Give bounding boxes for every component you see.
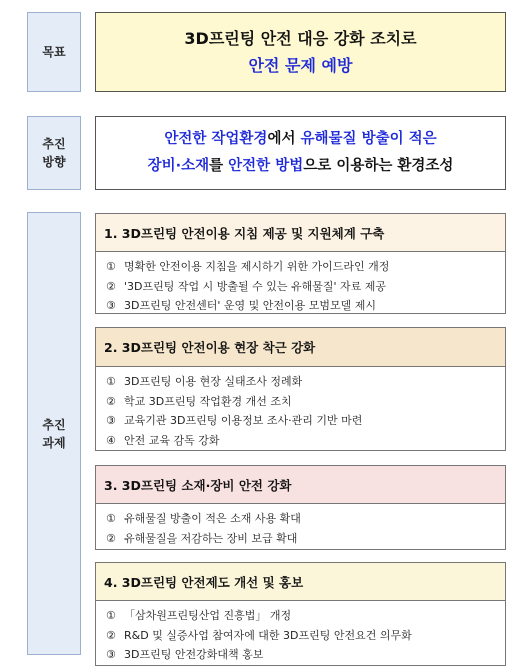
- task-item-text: 3D프린팅 안전강화대책 홍보: [124, 648, 264, 661]
- direction-label-wrap: [42, 135, 65, 171]
- direction-line2-segment: 장비·소재: [147, 158, 210, 174]
- task-item: [106, 372, 505, 392]
- task-item: [106, 529, 505, 549]
- task-item: [106, 509, 505, 529]
- direction-label: [27, 116, 81, 190]
- task-title: 4. 3D프린팅 안전제도 개선 및 홍보: [95, 562, 506, 601]
- goal-line2: 안전 문제 예방: [248, 56, 353, 75]
- task-item-number: ②: [106, 531, 116, 545]
- direction-line2: [148, 153, 454, 180]
- direction-label-line2: 방향: [42, 155, 66, 169]
- direction-line1-segment: 에서: [267, 131, 301, 148]
- task-item: [106, 277, 505, 297]
- task-title: 3. 3D프린팅 소재·장비 안전 강화: [95, 465, 506, 504]
- direction-line2-segment: 안전한 방법: [228, 158, 304, 174]
- goal-label: [27, 12, 81, 92]
- task-items: [95, 367, 506, 451]
- task-item-number: ①: [106, 375, 116, 388]
- task-item-text: 유해물질 방출이 적은 소재 사용 확대: [124, 512, 301, 525]
- task-items: [95, 504, 506, 550]
- task-item-number: ①: [106, 609, 116, 622]
- task-item-text: 「삼차원프린팅산업 진흥법」 개정: [124, 609, 292, 622]
- task-item-text: R&D 및 실증사업 참여자에 대한 3D프린팅 안전요건 의무화: [124, 628, 412, 642]
- task-item-text: 학교 3D프린팅 작업환경 개선 조치: [124, 394, 292, 408]
- direction-line2-segment: 으로 이용하는 환경조성: [303, 158, 454, 174]
- direction-line1-segment: 유해물질 방출이 적은: [300, 131, 437, 148]
- task-item: [106, 257, 505, 277]
- task-item-text: 3D프린팅 이용 현장 실태조사 정례화: [124, 375, 303, 388]
- task-item-number: ②: [106, 394, 116, 408]
- task-item-number: ③: [106, 648, 116, 661]
- task-item: [106, 645, 505, 665]
- task-item-number: ③: [106, 299, 116, 312]
- direction-line1-segment: 안전한 작업환경: [164, 131, 268, 148]
- task-item-number: ②: [106, 628, 116, 642]
- task-item: [106, 392, 505, 412]
- task-items: [95, 252, 506, 314]
- task-item-number: ③: [106, 414, 116, 427]
- direction-line2-segment: 를: [209, 158, 229, 174]
- task-item: [106, 296, 505, 316]
- task-item: [106, 606, 505, 626]
- task-items: [95, 601, 506, 666]
- tasks-label: [27, 212, 81, 655]
- task-item-text: '3D프린팅 작업 시 방출될 수 있는 유해물질' 자료 제공: [124, 279, 387, 293]
- task-item-number: ①: [106, 512, 116, 525]
- tasks-label-wrap: [42, 416, 65, 452]
- tasks-label-line1: 추진: [42, 417, 66, 432]
- task-item-text: 3D프린팅 안전센터' 운영 및 안전이용 모범모델 제시: [124, 299, 376, 312]
- task-item-text: 유해물질을 저감하는 장비 보급 확대: [124, 531, 298, 545]
- direction-label-line1: 추진: [42, 137, 66, 151]
- task-item-text: 명확한 안전이용 지침을 제시하기 위한 가이드라인 개정: [124, 260, 390, 273]
- task-item: [106, 411, 505, 431]
- task-item-number: ②: [106, 279, 116, 293]
- goal-box: [95, 12, 506, 92]
- task-item-number: ①: [106, 260, 116, 273]
- direction-box: [95, 116, 506, 190]
- task-item: [106, 626, 505, 646]
- task-item: [106, 431, 505, 451]
- direction-line1: [164, 126, 436, 153]
- task-item-text: 안전 교육 감독 강화: [124, 433, 220, 447]
- goal-label-text: 목표: [42, 45, 66, 59]
- task-title: 1. 3D프린팅 안전이용 지침 제공 및 지원체계 구축: [95, 213, 506, 252]
- task-item-text: 교육기관 3D프린팅 이용정보 조사·관리 기반 마련: [124, 414, 363, 427]
- goal-line1: 3D프린팅 안전 대응 강화 조치로: [184, 28, 417, 48]
- task-title: 2. 3D프린팅 안전이용 현장 착근 강화: [95, 327, 506, 367]
- task-item-number: ④: [106, 433, 116, 447]
- tasks-label-line2: 과제: [42, 435, 66, 450]
